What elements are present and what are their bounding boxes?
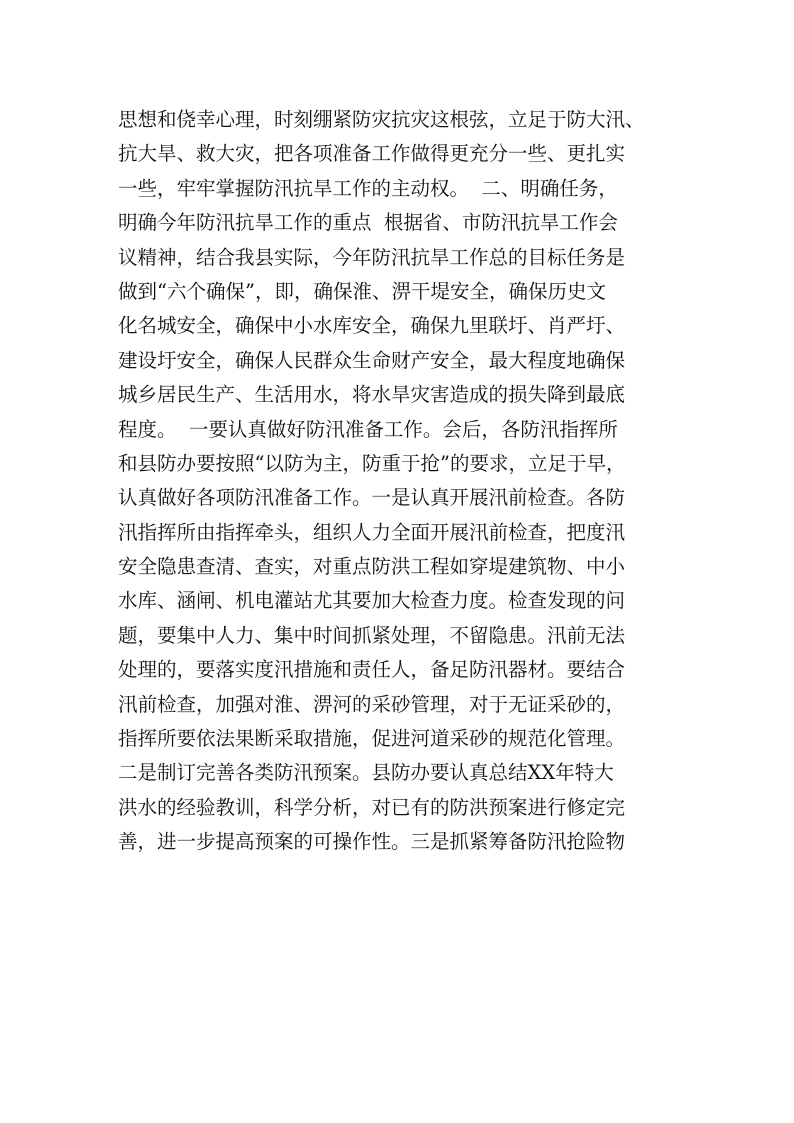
text-line: 议精神，结合我县实际，今年防汛抗旱工作总的目标任务是 bbox=[118, 245, 626, 269]
text-line: 题，要集中人力、集中时间抓紧处理，不留隐患。汛前无法 bbox=[118, 623, 626, 647]
text-line: 做到“六个确保”，即，确保淮、淠干堤安全，确保历史文 bbox=[118, 279, 606, 303]
text-line: 认真做好各项防汛准备工作。一是认真开展汛前检查。各防 bbox=[118, 486, 626, 510]
text-line: 城乡居民生产、生活用水，将水旱灾害造成的损失降到最底 bbox=[118, 383, 626, 407]
text-line: 汛前检查，加强对淮、淠河的采砂管理，对于无证采砂的， bbox=[118, 692, 626, 716]
text-line: 抗大旱、救大灾，把各项准备工作做得更充分一些、更扎实 bbox=[118, 142, 626, 166]
text-line: 化名城安全，确保中小水库安全，确保九里联圩、肖严圩、 bbox=[118, 314, 626, 338]
text-line: 和县防办要按照“以防为主，防重于抢”的要求，立足于早， bbox=[118, 451, 626, 475]
text-line: 二是制订完善各类防汛预案。县防办要认真总结XX年特大 bbox=[118, 761, 614, 785]
text-line: 汛指挥所由指挥牵头，组织人力全面开展汛前检查，把度汛 bbox=[118, 520, 626, 544]
text-line: 程度。 一要认真做好防汛准备工作。会后，各防汛指挥所 bbox=[118, 417, 618, 441]
text-line: 一些，牢牢掌握防汛抗旱工作的主动权。 二、明确任务， bbox=[118, 176, 618, 200]
text-line: 安全隐患查清、查实，对重点防洪工程如穿堤建筑物、中小 bbox=[118, 555, 626, 579]
text-line: 思想和侥幸心理，时刻绷紧防灾抗灾这根弦，立足于防大汛、 bbox=[118, 108, 645, 131]
text-line: 水库、涵闸、机电灌站尤其要加大检查力度。检查发现的问 bbox=[118, 589, 626, 613]
text-line: 处理的，要落实度汛措施和责任人，备足防汛器材。要结合 bbox=[118, 658, 626, 682]
body-text bbox=[118, 103, 688, 860]
text-line: 明确今年防汛抗旱工作的重点 根据省、市防汛抗旱工作会 bbox=[118, 211, 618, 235]
text-line: 洪水的经验教训，科学分析，对已有的防洪预案进行修定完 bbox=[118, 795, 626, 819]
text-line: 建设圩安全，确保人民群众生命财产安全，最大程度地确保 bbox=[118, 348, 626, 372]
text-line: 指挥所要依法果断采取措施，促进河道采砂的规范化管理。 bbox=[118, 727, 626, 751]
text-line: 善，进一步提高预案的可操作性。三是抓紧筹备防汛抢险物 bbox=[118, 830, 626, 854]
